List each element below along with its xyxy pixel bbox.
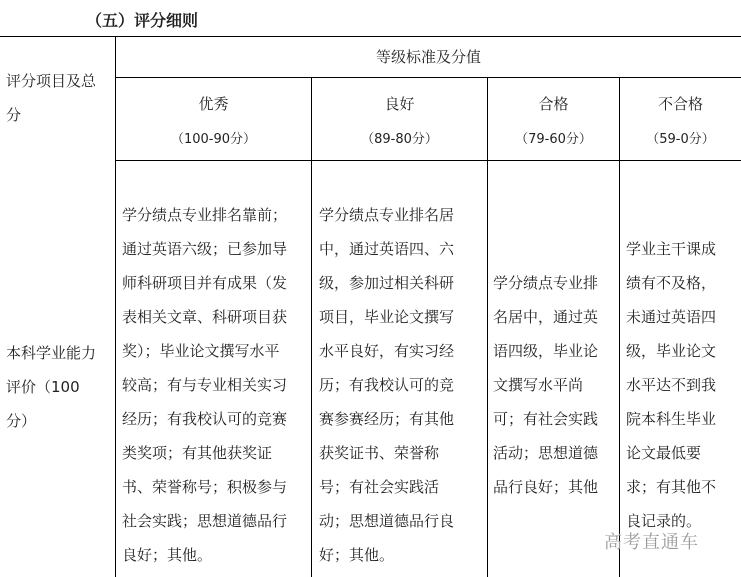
good-criteria: 学分绩点专业排名居 中，通过英语四、六 级，参加过相关科研 项目，毕业论文撰写 水平良好，有实习经 历；有我校认可的竞 赛参赛经历；有其他 获奖证书、荣誉称 号；有社会实践活 动；思想道德品行良 好；其他。 [319,206,455,564]
excellent-criteria: 学分绩点专业排名靠前； 通过英语六级；已参加导 师科研项目并有成果（发 表相关文章、科研项目获 奖）；毕业论文撰写水平 较高；有与专业相关实习 经历；有我校认可的竞赛 类奖项；有其他获奖证 书、荣誉称号；积极参与 社会实践；思想道德品行 良好；其他。 [122,206,288,564]
fail-criteria: 学业主干课成 绩有不及格， 未通过英语四 级，毕业论文 水平达不到我 院本科生毕业 论文最低要 求；有其他不 良记录的。 [626,240,717,530]
row-item-line2: 评价（100 [6,378,80,396]
grade-pass-name: 合格 [538,95,569,113]
grade-pass-range: （79-60分） [515,132,592,147]
row-item-label [6,336,114,438]
grade-fail-range: （59-0分） [646,132,715,147]
col-divider-fail [619,77,620,577]
standards-divider [115,77,741,78]
watermark-logo: 高考直通车 [604,532,699,553]
grade-excellent-name: 优秀 [198,95,229,113]
row-item-line3: 分） [6,412,37,430]
item-header-line1: 评分项目及总 [6,72,97,90]
grade-fail-name: 不合格 [657,95,703,113]
header-bottom-border [115,160,741,161]
row-item-line1: 本科学业能力 [6,344,97,362]
table-top-border [0,36,741,37]
standards-header: 等级标准及分值 [375,48,481,66]
section-title: （五）评分细则 [86,11,199,30]
grade-good-name: 良好 [384,95,415,113]
grade-excellent-range: （100-90分） [170,132,257,147]
grade-good-range: （89-80分） [361,132,438,147]
col-divider-item [115,36,116,577]
pass-criteria: 学分绩点专业排 名居中，通过英 语四级，毕业论 文撰写水平尚 可；有社会实践 活动；思想道德 品行良好；其他 [493,274,599,496]
item-header-line2: 分 [6,106,22,124]
item-header [6,64,114,132]
col-divider-pass [487,77,488,577]
col-divider-good [311,77,312,577]
